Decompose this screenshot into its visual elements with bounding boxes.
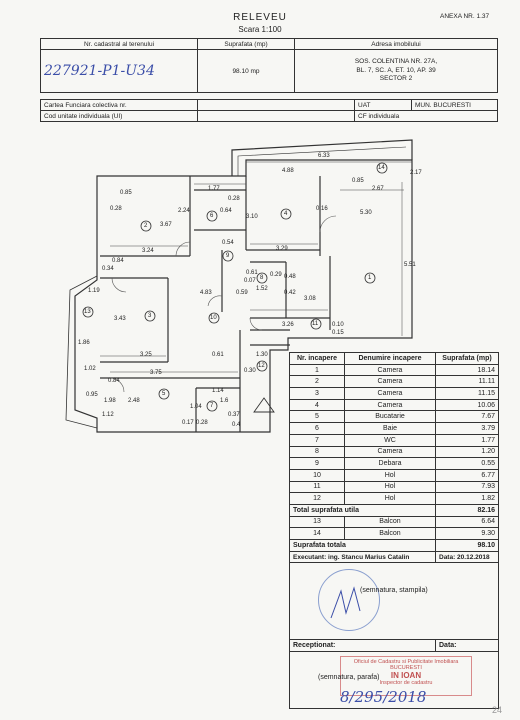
- table-row: 8 Camera 1.20: [290, 446, 499, 458]
- table-row: 10 Hol 6.77: [290, 469, 499, 481]
- area-header: Suprafata (mp): [198, 39, 295, 50]
- door-swing: [112, 278, 126, 292]
- room-label-3: 3: [148, 313, 152, 319]
- dim: 0.4: [232, 422, 241, 428]
- dim: 2.48: [128, 398, 140, 404]
- dim: 0.28: [110, 206, 122, 212]
- dim: 3.29: [276, 246, 288, 252]
- dim: 4.83: [200, 290, 212, 296]
- dim: 0.64: [220, 208, 232, 214]
- area-value: 98.10 mp: [198, 50, 295, 93]
- room-label-8: 8: [260, 275, 264, 281]
- ocpi-stamp-name: IN IOAN: [390, 671, 422, 681]
- room-label-11: 11: [312, 321, 319, 327]
- dim: 1.12: [102, 412, 114, 418]
- dim: 1.77: [208, 186, 220, 192]
- table-row: 5 Bucatarie 7.67: [290, 411, 499, 423]
- dim: 3.10: [246, 214, 258, 220]
- dim: 3.24: [142, 248, 154, 254]
- dim: 1.52: [256, 286, 268, 292]
- dim: 1.86: [78, 340, 90, 346]
- table-header-nr: Nr. incapere: [290, 353, 345, 365]
- dim: 0.85: [352, 178, 364, 184]
- dim: 0.84: [112, 258, 124, 264]
- ocpi-stamp-role: Inspector de cadastru: [379, 680, 433, 687]
- room-label-5: 5: [162, 391, 166, 397]
- dim: 1.98: [104, 398, 116, 404]
- ocpi-stamp-line-2: BUCURESTI: [390, 665, 422, 672]
- ocpi-stamp-line-1: Oficiul de Cadastru si Publicitate Imobiliara: [353, 659, 459, 666]
- room-label-7: 7: [210, 403, 214, 409]
- table-row: 13 Balcon 6.64: [290, 516, 499, 528]
- dim: 3.26: [282, 322, 294, 328]
- dim: 3.25: [140, 352, 152, 358]
- room-label-14: 14: [378, 165, 385, 171]
- table-row: 12 Hol 1.82: [290, 493, 499, 505]
- signature-area: [290, 563, 499, 640]
- dim: 0.48: [284, 274, 296, 280]
- annex-number: ANEXA NR. 1.37: [440, 13, 490, 20]
- room-label-4: 4: [284, 211, 288, 217]
- dim: 0.95: [86, 392, 98, 398]
- room-label-6: 6: [210, 213, 214, 219]
- dim: 3.75: [150, 370, 162, 376]
- cadastral-header: Nr. cadastral al terenului: [41, 39, 198, 50]
- dim: 0.34: [102, 266, 114, 272]
- dim: 3.67: [160, 222, 172, 228]
- total-useful-row: Total suprafata utila 82.16: [290, 504, 499, 516]
- table-row: 9 Debara 0.55: [290, 458, 499, 470]
- room-label-13: 13: [84, 309, 91, 315]
- table-row: 14 Balcon 9.30: [290, 528, 499, 540]
- dim: 0.28: [228, 196, 240, 202]
- room-label-10: 10: [210, 315, 217, 321]
- table-row: 11 Hol 7.93: [290, 481, 499, 493]
- reception-row: Receptionat: Data:: [290, 640, 499, 652]
- dim: 0.28: [196, 420, 208, 426]
- dim: 0.61: [212, 352, 224, 358]
- dim: 0.10: [332, 322, 344, 328]
- unit-code-label: Cod unitate individuala (UI): [41, 111, 198, 122]
- dim: 5.51: [404, 262, 416, 268]
- land-book-label: Cartea Funciara colectiva nr.: [41, 100, 198, 111]
- door-swing: [208, 296, 222, 306]
- handwritten-date: 8/295/2018: [340, 688, 427, 706]
- dim: 0.29: [270, 272, 282, 278]
- table-row: 1 Camera 18.14: [290, 364, 499, 376]
- table-row: 7 WC 1.77: [290, 434, 499, 446]
- dim: 1.19: [88, 288, 100, 294]
- address-line-2: BL. 7, SC. A, ET. 10, AP. 39: [356, 66, 436, 74]
- table-row: 3 Camera 11.15: [290, 388, 499, 400]
- door-swing: [320, 216, 336, 232]
- dim: 4.88: [282, 168, 294, 174]
- table-row: 2 Camera 11.11: [290, 376, 499, 388]
- balcony-13-outline: [66, 276, 97, 428]
- dim: 0.37: [228, 412, 240, 418]
- dim: 1.6: [220, 398, 229, 404]
- cadastral-handwritten: 227921-P1-U34: [44, 63, 155, 79]
- room-table: [289, 352, 499, 709]
- table-row: 6 Baie 3.79: [290, 423, 499, 435]
- dim: 0.42: [284, 290, 296, 296]
- dim: 1.30: [256, 352, 268, 358]
- door-swing: [176, 242, 190, 256]
- dim: 6.33: [318, 153, 330, 159]
- orientation-triangle: [254, 398, 274, 412]
- signature-scribble: [326, 583, 366, 623]
- executant-row: Executant: ing. Stancu Marius Catalin Data: 20.12.2018: [290, 551, 499, 563]
- table-row: 4 Camera 10.06: [290, 399, 499, 411]
- table-header-name: Denumire incapere: [345, 353, 436, 365]
- reception-signature-caption: (semnatura, parafa): [318, 674, 380, 682]
- dim: 0.07: [244, 278, 256, 284]
- dim: 1.02: [84, 366, 96, 372]
- total-row: Suprafata totala 98.10: [290, 540, 499, 552]
- dim: 0.85: [120, 190, 132, 196]
- dim: 3.08: [304, 296, 316, 302]
- dim: 0.54: [222, 240, 234, 246]
- document-title: RELEVEU: [233, 12, 287, 23]
- dim: 2.17: [410, 170, 422, 176]
- room-label-1: 1: [368, 275, 372, 281]
- dim: 1.14: [212, 388, 224, 394]
- room-label-2: 2: [144, 223, 148, 229]
- address-line-3: SECTOR 2: [379, 75, 413, 83]
- dim: 0.59: [236, 290, 248, 296]
- uat-label: UAT: [355, 100, 412, 111]
- page-mark: 24: [492, 705, 503, 715]
- cf-label: CF individuala: [355, 111, 498, 122]
- room-label-9: 9: [226, 253, 230, 259]
- dim: 2.67: [372, 186, 384, 192]
- signature-caption: (semnatura, stampila): [360, 587, 428, 595]
- scale-label: Scara 1:100: [238, 25, 282, 34]
- uat-value: MUN. BUCURESTI: [412, 100, 498, 111]
- room-label-12: 12: [258, 363, 265, 369]
- dim: 0.15: [332, 330, 344, 336]
- balcony-14-inner: [238, 147, 406, 176]
- dim: 0.30: [244, 368, 256, 374]
- dim: 3.43: [114, 316, 126, 322]
- dim: 2.24: [178, 208, 190, 214]
- door-swing: [250, 318, 262, 330]
- dim: 0.61: [246, 270, 258, 276]
- dim: 5.30: [360, 210, 372, 216]
- address-line-1: SOS. COLENTINA NR. 27A,: [354, 57, 438, 65]
- dim: 0.17: [182, 420, 194, 426]
- dim: 1.04: [190, 404, 202, 410]
- address-header: Adresa imobilului: [295, 39, 498, 50]
- table-header-area: Suprafata (mp): [436, 353, 499, 365]
- dim: 0.84: [108, 378, 120, 384]
- dim: 0.16: [316, 206, 328, 212]
